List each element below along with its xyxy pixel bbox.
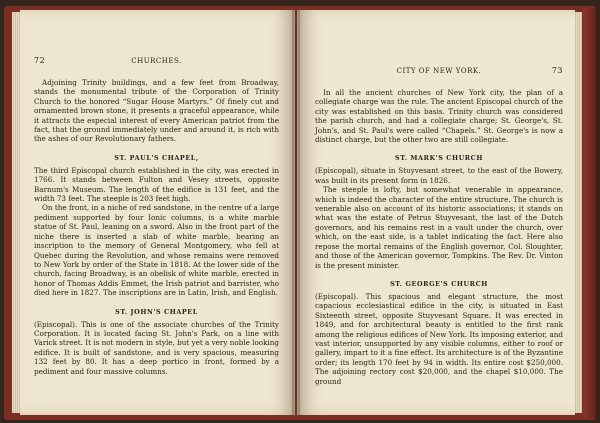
- section-heading-st-marks: ST. MARK'S CHURCH: [394, 154, 484, 163]
- section-heading-st-georges: ST. GEORGE'S CHURCH: [390, 279, 488, 288]
- book-gutter: [292, 10, 300, 415]
- st-marks-paragraph-2: The steeple is lofty, but somewhat venerable in appearance, which is indeed the character of the entire structure. The church is venerable also on account of its historic associations; it stands on what was the estate of Petrus Stuyvesant, the last of the Dutch governors, and his remains rest in a vault under the church, over which, on the east side, is a tablet indicating the fact. Here also repose the mortal remains of the English governor, Col. Sloughter, and those of the American governor, Tompkins. The Rev. Dr. Vinton is the present minister.: [315, 185, 563, 270]
- st-georges-paragraph-1: (Episcopal). This spacious and elegant structure, the most capacious ecclesiastical edifice in the city, is situated in East Sixteenth street, opposite Stuyvesant Square. It was erected in 1849, and for architectural beauty is entitled to the first rank among the religious edifices of New York. Its imposing exterior, and vast interior, unsupported by any visible columns, either to roof or gallery, impart to it a fine effect. Its architecture is of the Byzantine order; its length 170 feet by 94 in width. Its entire cost $250,000. The adjoining rectory cost $20,000, and the chapel $10,000. The ground: [315, 291, 563, 386]
- left-intro-paragraph: Adjoining Trinity buildings, and a few feet from Broadway, stands the monumental tribute of the Corporation of Trinity Church to the honored “Sugar House Martyrs.” Of finely cut and ornamented brown stone, it presents a graceful appearance, while it attracts the especial interest of every American patriot from the fact, that the ground immediately under and around it, is rich with the ashes of our Revolutionary fathers.: [34, 78, 279, 144]
- right-running-title: CITY OF NEW YORK.: [396, 67, 482, 75]
- st-marks-paragraph-1: (Episcopal), situate in Stuyvesant street, to the east of the Bowery, was built in its present form in 1826.: [315, 166, 563, 185]
- left-page-number: 72: [34, 56, 46, 65]
- right-page: [297, 10, 575, 415]
- st-pauls-paragraph-1: The third Episcopal church established in the city, was erected in 1766. It stands between Fulton and Vesey streets, opposite Barnum's Museum. The length of the edifice is 131 feet, and the width 73 feet. The steeple is 203 feet high.: [34, 165, 279, 204]
- left-running-header: [34, 56, 279, 70]
- left-page-content: [34, 10, 279, 376]
- section-heading-st-pauls: ST. PAUL'S CHAPEL,: [114, 153, 199, 162]
- right-page-number: 73: [551, 66, 563, 75]
- page-stack-right: [574, 12, 582, 413]
- section-heading-st-johns: ST. JOHN'S CHAPEL: [115, 307, 198, 316]
- left-running-title: CHURCHES.: [131, 57, 182, 65]
- st-pauls-paragraph-2: On the front, in a niche of red sandstone, in the centre of a large pediment supported by four Ionic columns, is a white marble statue of St. Paul, leaning on a sword. Also in the front part of the niche there is inserted a slab of white marble, bearing an inscription to the memory of General Montgomery, who fell at Quebec during the Revolution, and whose remains were removed to New York by order of the State in 1818. At the lower side of the church, facing Broadway, is an obelisk of white marble, erected in honor of Thomas Addis Emmet, the Irish patriot and barrister, who died here in 1827. The inscriptions are in Latin, Irish, and English.: [34, 203, 279, 298]
- st-johns-paragraph-1: (Episcopal). This is one of the associate churches of the Trinity Corporation. It is located facing St. John's Park, on a line with Varick street. It is not modern in style, but yet a very noble looking edifice. It is built of sandstone, and is very spacious, measuring 132 feet by 80. It has a deep portico in front, formed by a pediment and four massive columns.: [34, 319, 279, 376]
- right-intro-paragraph: In all the ancient churches of New York city, the plan of a collegiate charge was the rule. The ancient Episcopal church of the city was established on this basis. Trinity church was considered the parish church, and had a collegiate charge; St. George's, St. John's, and St. Paul's were called “Chapels.” St. George's is now a distinct charge, but the other two are still collegiate.: [315, 88, 563, 145]
- right-page-content: [315, 10, 563, 386]
- right-running-header: [315, 66, 563, 80]
- left-page: [20, 10, 295, 415]
